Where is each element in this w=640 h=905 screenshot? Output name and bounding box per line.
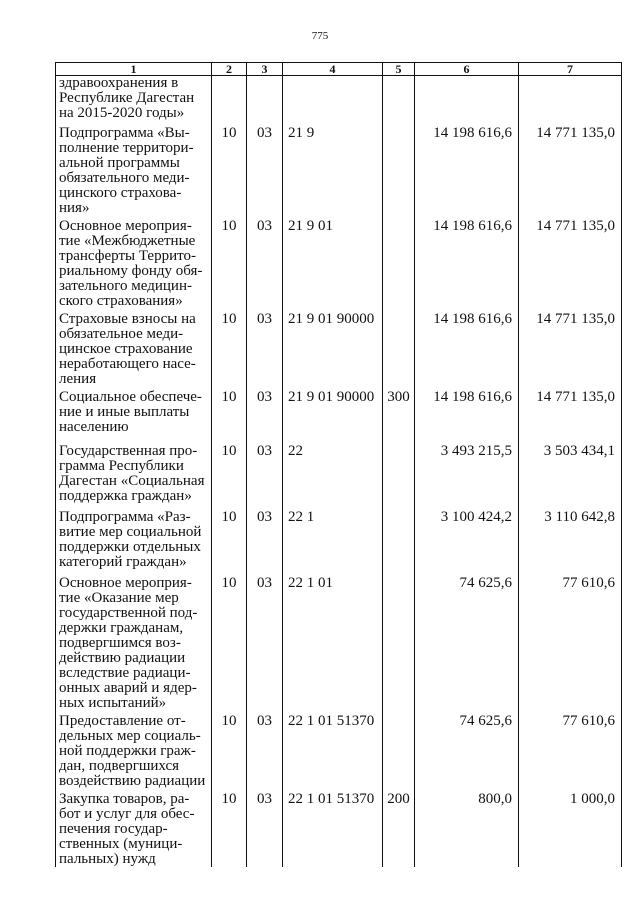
row-amount-1: 14 198 616,6 (415, 216, 519, 309)
row-amount-2: 14 771 135,0 (519, 123, 622, 216)
table-row (56, 441, 622, 507)
row-amount-2: 14 771 135,0 (519, 387, 622, 441)
row-section: 10 (212, 711, 247, 789)
row-amount-1: 3 100 424,2 (415, 507, 519, 573)
row-expense-type: 300 (383, 387, 415, 441)
row-expense-type (383, 573, 415, 711)
row-section: 10 (212, 123, 247, 216)
row-target-code: 22 1 01 51370 (283, 711, 383, 789)
row-name: Социальное обеспече- ние и иные выплаты населению (56, 387, 212, 441)
table-row (56, 573, 622, 711)
row-expense-type (383, 123, 415, 216)
header-col-3: 3 (247, 63, 283, 76)
row-name: Основное мероприя- тие «Межбюджетные трансферты Террито- риальному фонду обя- зательного медицин- ского страхования» (56, 216, 212, 309)
row-expense-type (383, 507, 415, 573)
row-amount-2: 1 000,0 (519, 789, 622, 867)
table-row (56, 76, 622, 123)
row-name: Предоставление от- дельных мер социаль- ной поддержки граж- дан, подвергшихся воздействию радиации (56, 711, 212, 789)
row-section (212, 76, 247, 123)
row-amount-2: 3 503 434,1 (519, 441, 622, 507)
row-amount-2: 14 771 135,0 (519, 216, 622, 309)
row-amount-1: 74 625,6 (415, 573, 519, 711)
row-amount-2: 77 610,6 (519, 711, 622, 789)
row-target-code: 22 1 01 51370 (283, 789, 383, 867)
table-row (56, 711, 622, 789)
header-row (56, 63, 622, 76)
table-row (56, 789, 622, 867)
row-expense-type (383, 76, 415, 123)
row-target-code: 22 1 01 (283, 573, 383, 711)
row-section: 10 (212, 387, 247, 441)
row-section: 10 (212, 216, 247, 309)
budget-table (55, 62, 622, 867)
row-amount-2: 14 771 135,0 (519, 309, 622, 387)
row-amount-2: 77 610,6 (519, 573, 622, 711)
row-name: здравоохранения в Республике Дагестан на 2015-2020 годы» (56, 76, 212, 123)
row-name: Подпрограмма «Раз- витие мер социальной поддержки отдельных категорий граждан» (56, 507, 212, 573)
header-col-5: 5 (383, 63, 415, 76)
row-name: Страховые взносы на обязательное меди- цинское страхование неработающего насе- ления (56, 309, 212, 387)
row-amount-1: 14 198 616,6 (415, 309, 519, 387)
row-subsection: 03 (247, 309, 283, 387)
row-target-code: 22 (283, 441, 383, 507)
row-amount-1: 14 198 616,6 (415, 123, 519, 216)
row-target-code: 21 9 (283, 123, 383, 216)
row-amount-1: 800,0 (415, 789, 519, 867)
row-amount-1: 14 198 616,6 (415, 387, 519, 441)
row-amount-1 (415, 76, 519, 123)
row-expense-type (383, 309, 415, 387)
row-subsection: 03 (247, 507, 283, 573)
row-subsection: 03 (247, 387, 283, 441)
table-row (56, 309, 622, 387)
row-target-code: 21 9 01 90000 (283, 387, 383, 441)
row-amount-1: 74 625,6 (415, 711, 519, 789)
row-subsection (247, 76, 283, 123)
row-target-code: 21 9 01 90000 (283, 309, 383, 387)
row-expense-type (383, 216, 415, 309)
row-target-code: 22 1 (283, 507, 383, 573)
table-row (56, 123, 622, 216)
row-target-code: 21 9 01 (283, 216, 383, 309)
row-name: Государственная про- грамма Республики Дагестан «Социальная поддержка граждан» (56, 441, 212, 507)
row-expense-type (383, 441, 415, 507)
row-section: 10 (212, 573, 247, 711)
row-section: 10 (212, 789, 247, 867)
row-amount-2 (519, 76, 622, 123)
header-col-6: 6 (415, 63, 519, 76)
row-subsection: 03 (247, 573, 283, 711)
row-amount-2: 3 110 642,8 (519, 507, 622, 573)
page-number: 775 (311, 30, 329, 42)
row-section: 10 (212, 441, 247, 507)
row-expense-type (383, 711, 415, 789)
row-expense-type: 200 (383, 789, 415, 867)
row-subsection: 03 (247, 711, 283, 789)
header-col-1: 1 (56, 63, 212, 76)
row-section: 10 (212, 507, 247, 573)
table-row (56, 216, 622, 309)
table-row (56, 387, 622, 441)
row-subsection: 03 (247, 123, 283, 216)
row-subsection: 03 (247, 441, 283, 507)
row-name: Основное мероприя- тие «Оказание мер государственной под- держки гражданам, подвергшимся воз- действию радиации вследствие радиаци- онных аварий и ядер- ных испытаний» (56, 573, 212, 711)
row-subsection: 03 (247, 789, 283, 867)
row-name: Подпрограмма «Вы- полнение территори- альной программы обязательного меди- цинского страхова- ния» (56, 123, 212, 216)
row-section: 10 (212, 309, 247, 387)
header-col-2: 2 (212, 63, 247, 76)
row-name: Закупка товаров, ра- бот и услуг для обес- печения государ- ственных (муници- пальных) нужд (56, 789, 212, 867)
table-row (56, 507, 622, 573)
header-col-4: 4 (283, 63, 383, 76)
header-col-7: 7 (519, 63, 622, 76)
row-amount-1: 3 493 215,5 (415, 441, 519, 507)
row-target-code (283, 76, 383, 123)
row-subsection: 03 (247, 216, 283, 309)
